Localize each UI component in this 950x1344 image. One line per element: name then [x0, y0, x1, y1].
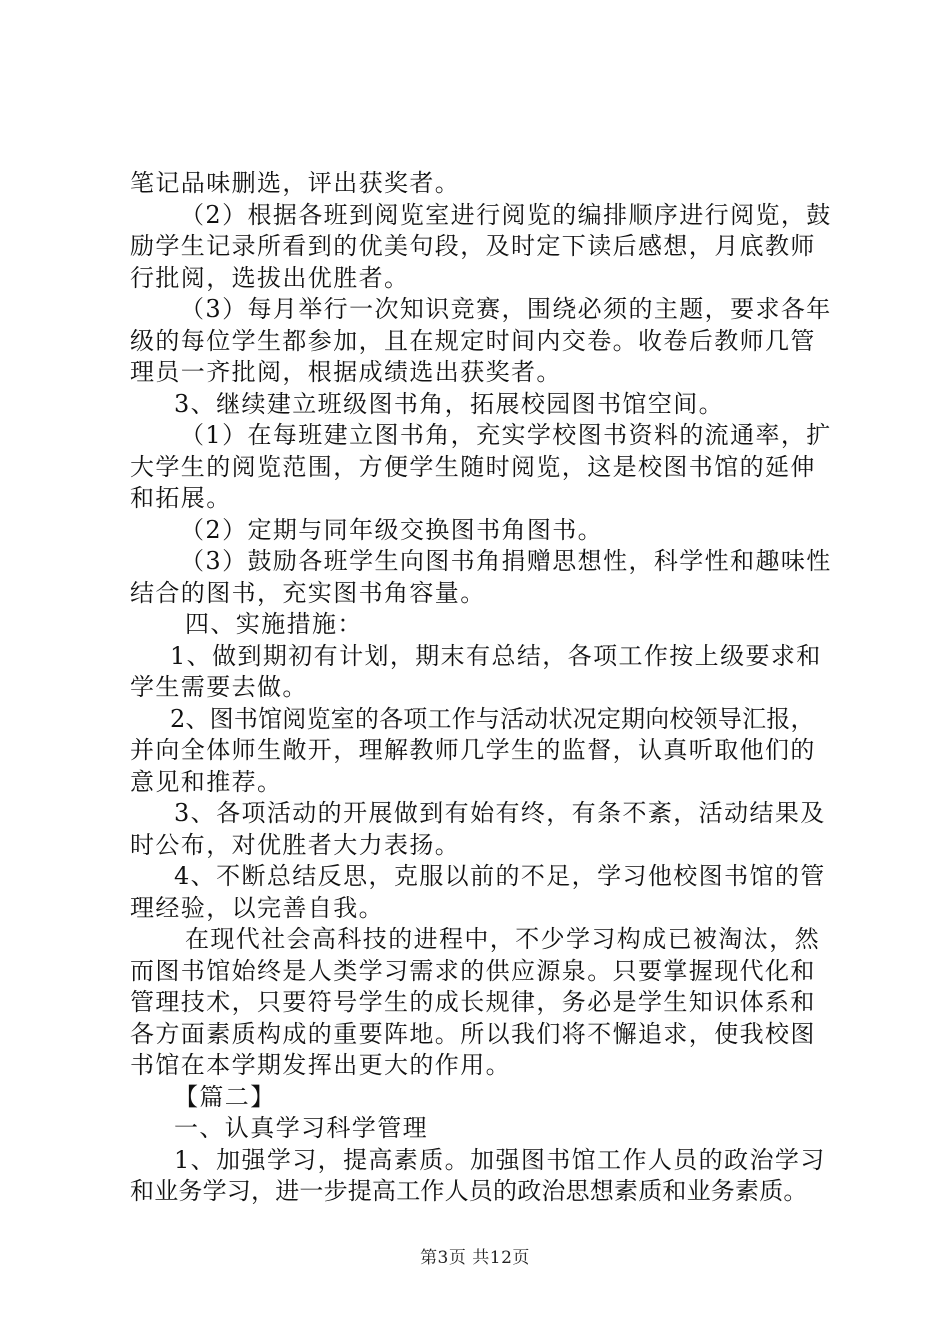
text-line: 时公布，对优胜者大力表扬。	[130, 830, 461, 859]
text-line: 而图书馆始终是人类学习需求的供应源泉。只要掌握现代化和	[130, 956, 816, 985]
text-line: 3、继续建立班级图书角，拓展校园图书馆空间。	[174, 389, 725, 418]
text-line: 4、不断总结反思，克服以前的不足，学习他校图书馆的管	[174, 862, 826, 890]
text-line: （2）根据各班到阅览室进行阅览的编排顺序进行阅览，鼓	[180, 200, 832, 229]
text-line: 励学生记录所看到的优美句段，及时定下读后感想，月底教师	[130, 232, 816, 260]
text-line: （1）在每班建立图书角，充实学校图书资料的流通率，扩	[180, 421, 832, 449]
text-line: 书馆在本学期发挥出更大的作用。	[130, 1051, 511, 1079]
text-line: 并向全体师生敞开，理解教师几学生的监督，认真听取他们的	[130, 736, 816, 764]
text-line: 大学生的阅览范围，方便学生随时阅览，这是校图书馆的延伸	[130, 452, 816, 481]
text-line: 学生需要去做。	[130, 673, 308, 701]
text-line: 理员一齐批阅，根据成绩选出获奖者。	[130, 358, 562, 386]
text-line: 结合的图书，充实图书角容量。	[130, 578, 486, 607]
section-heading: 四、实施措施：	[185, 610, 363, 638]
text-line: （3）鼓励各班学生向图书角捐赠思想性，科学性和趣味性	[180, 547, 832, 575]
section-heading: 一、认真学习科学管理	[174, 1114, 428, 1142]
text-line: 1、做到期初有计划，期末有总结，各项工作按上级要求和	[170, 641, 822, 670]
text-line: 意见和推荐。	[130, 767, 283, 796]
text-line: 在现代社会高科技的进程中，不少学习构成已被淘汰，然	[185, 925, 820, 953]
text-line: 3、各项活动的开展做到有始有终，有条不紊，活动结果及	[174, 799, 826, 827]
text-line: 管理技术，只要符号学生的成长规律，务必是学生知识体系和	[130, 988, 816, 1016]
text-line: 行批阅，选拔出优胜者。	[130, 263, 410, 292]
section-heading: 【篇二】	[174, 1082, 276, 1111]
page-number-footer: 第3页 共12页	[420, 1248, 530, 1268]
text-line: （2）定期与同年级交换图书角图书。	[180, 515, 604, 544]
text-line: 级的每位学生都参加，且在规定时间内交卷。收卷后教师几管	[130, 326, 816, 355]
text-line: 和拓展。	[130, 484, 232, 512]
text-line: 理经验，以完善自我。	[130, 893, 384, 922]
text-line: 2、图书馆阅览室的各项工作与活动状况定期向校领导汇报，	[170, 704, 815, 733]
text-line: 和业务学习，进一步提高工作人员的政治思想素质和业务素质。	[130, 1177, 808, 1205]
text-line: 笔记品味删选，评出获奖者。	[130, 169, 461, 197]
text-line: 各方面素质构成的重要阵地。所以我们将不懈追求，使我校图	[130, 1019, 816, 1048]
text-line: （3）每月举行一次知识竞赛，围绕必须的主题，要求各年	[180, 295, 832, 323]
text-line: 1、加强学习，提高素质。加强图书馆工作人员的政治学习	[174, 1145, 826, 1174]
document-body	[130, 168, 835, 1208]
